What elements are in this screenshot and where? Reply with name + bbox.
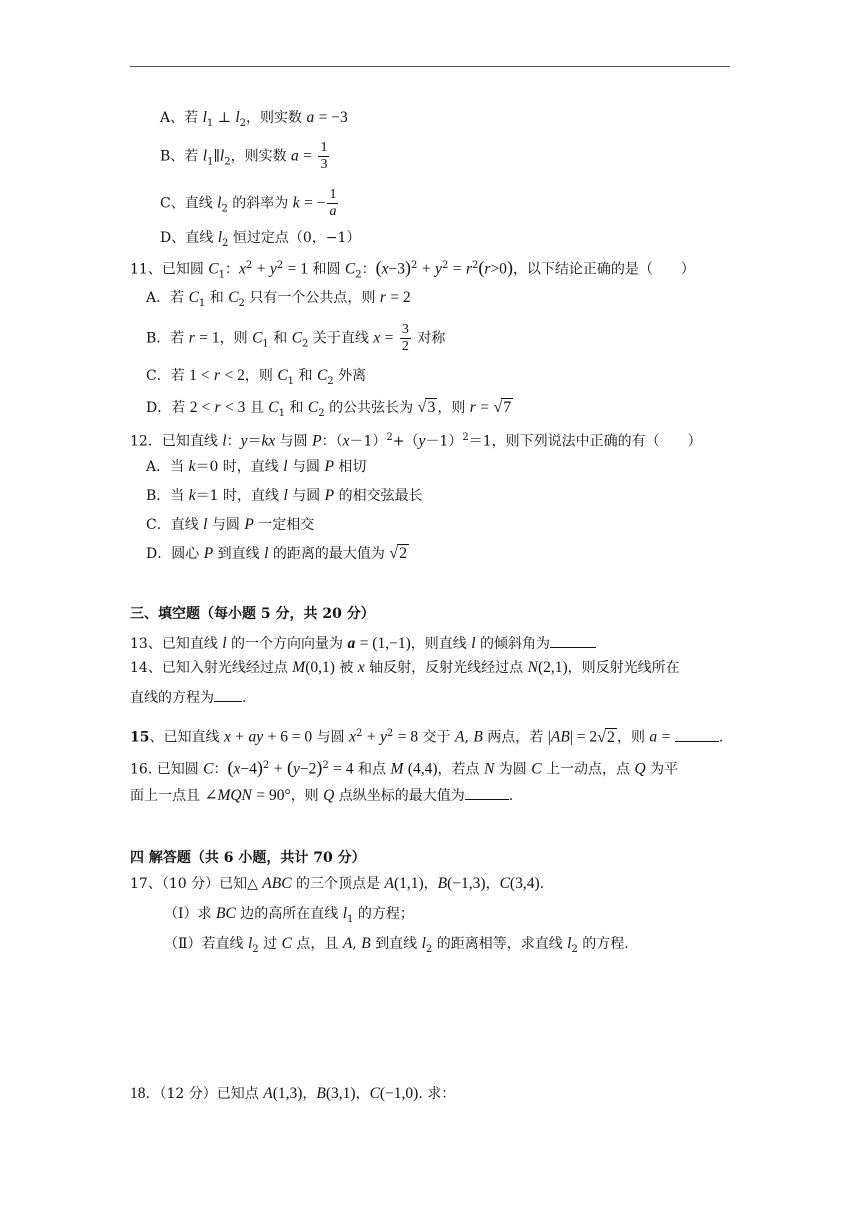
q11-stem: 11、已知圆 $C_1$：$x^2 + y^2 = 1$ 和圆 $C_2$：$(x-3)^2 + y^2 = r^2(r>0)$，以下结论正确的是（ ）: [130, 257, 695, 281]
q16-line-2: 面上一点且 ∠MQN = 90°，则 Q 点纵坐标的最大值为 .: [130, 787, 514, 804]
q12-option-a: A．当 k＝0 时，直线 l 与圆 P 相切: [146, 458, 367, 475]
q10-option-b: B、若 $l_1\parallel l_2$，则实数 a = $\frac{1}{3}$: [160, 140, 328, 172]
q14-line-1: 14、已知入射光线经过点 M(0,1) 被 x 轴反射，反射光线经过点 N(2,1)，则反射光线所在: [130, 659, 680, 676]
header-rule: [130, 66, 730, 67]
q18: 18．（12 分）已知点 A(1,3)，B(3,1)，C(−1,0). 求：: [130, 1085, 456, 1102]
q10-option-c: C、直线 $l_2$ 的斜率为 k = − $\frac{1}{a}$: [160, 187, 337, 219]
q15: 15、已知直线 x + ay + 6 = 0 与圆 $x^2 + y^2 = 8$ 交于 A, B 两点，若 |AB| = 2√2 ，则 a = .: [130, 728, 724, 746]
q12-option-b: B．当 k＝1 时，直线 l 与圆 P 的相交弦最长: [146, 487, 423, 504]
q17-part-ii: （Ⅱ）若直线 $l_2$ 过 C 点，且 A, B 到直线 $l_2$ 的距离相等，求直线 $l_2$ 的方程.: [164, 935, 629, 955]
q11-option-d: D．若 2 < r < 3 且 $C_1$ 和 $C_2$ 的公共弦长为 √3 ，则 r = √7: [146, 399, 512, 419]
q11-option-a: A．若 $C_1$ 和 $C_2$ 只有一个公共点，则 r = 2: [146, 289, 411, 309]
q12-option-d: D．圆心 P 到直线 l 的距离的最大值为 √2: [146, 545, 408, 562]
q10-option-d: D、直线 $l_2$ 恒过定点（0，−1）: [160, 229, 361, 249]
q11-option-c: C．若 1 < r < 2，则 $C_1$ 和 $C_2$ 外离: [146, 367, 367, 387]
q12-stem: 12．已知直线 l：y＝kx 与圆 P：$(x-1)^2+(y-1)^2=1$，则下列说法中正确的有（ ）: [130, 432, 702, 450]
section-4-title: 四 解答题（共 6 小题，共计 70 分）: [130, 850, 366, 866]
q17-part-i: （Ⅰ）求 BC 边的高所在直线 $l_1$ 的方程；: [164, 905, 414, 925]
q14-line-2: 直线的方程为 .: [130, 690, 247, 706]
q11-option-b: B．若 r = 1，则 $C_1$ 和 $C_2$ 关于直线 x = $\frac{3}{2}$ 对称: [146, 322, 446, 354]
section-3-title: 三、填空题（每小题 5 分，共 20 分）: [130, 606, 375, 622]
q13: 13、已知直线 l 的一个方向向量为 a = (1,−1)，则直线 l 的倾斜角为: [130, 634, 596, 654]
q10-option-a: A、若 $l_1$ ⊥ $l_2$，则实数 a = −3: [160, 109, 348, 129]
q17: 17、（10 分）已知△ ABC 的三个顶点是 A(1,1)，B(−1,3)，C(3,4).: [130, 875, 545, 892]
q12-option-c: C．直线 l 与圆 P 一定相交: [146, 516, 315, 533]
q16-line-1: 16. 已知圆 C：$(x-4)^2 + (y-2)^2 = 4$ 和点 M (4,4)，若点 N 为圆 C 上一动点，点 Q 为平: [130, 757, 679, 778]
